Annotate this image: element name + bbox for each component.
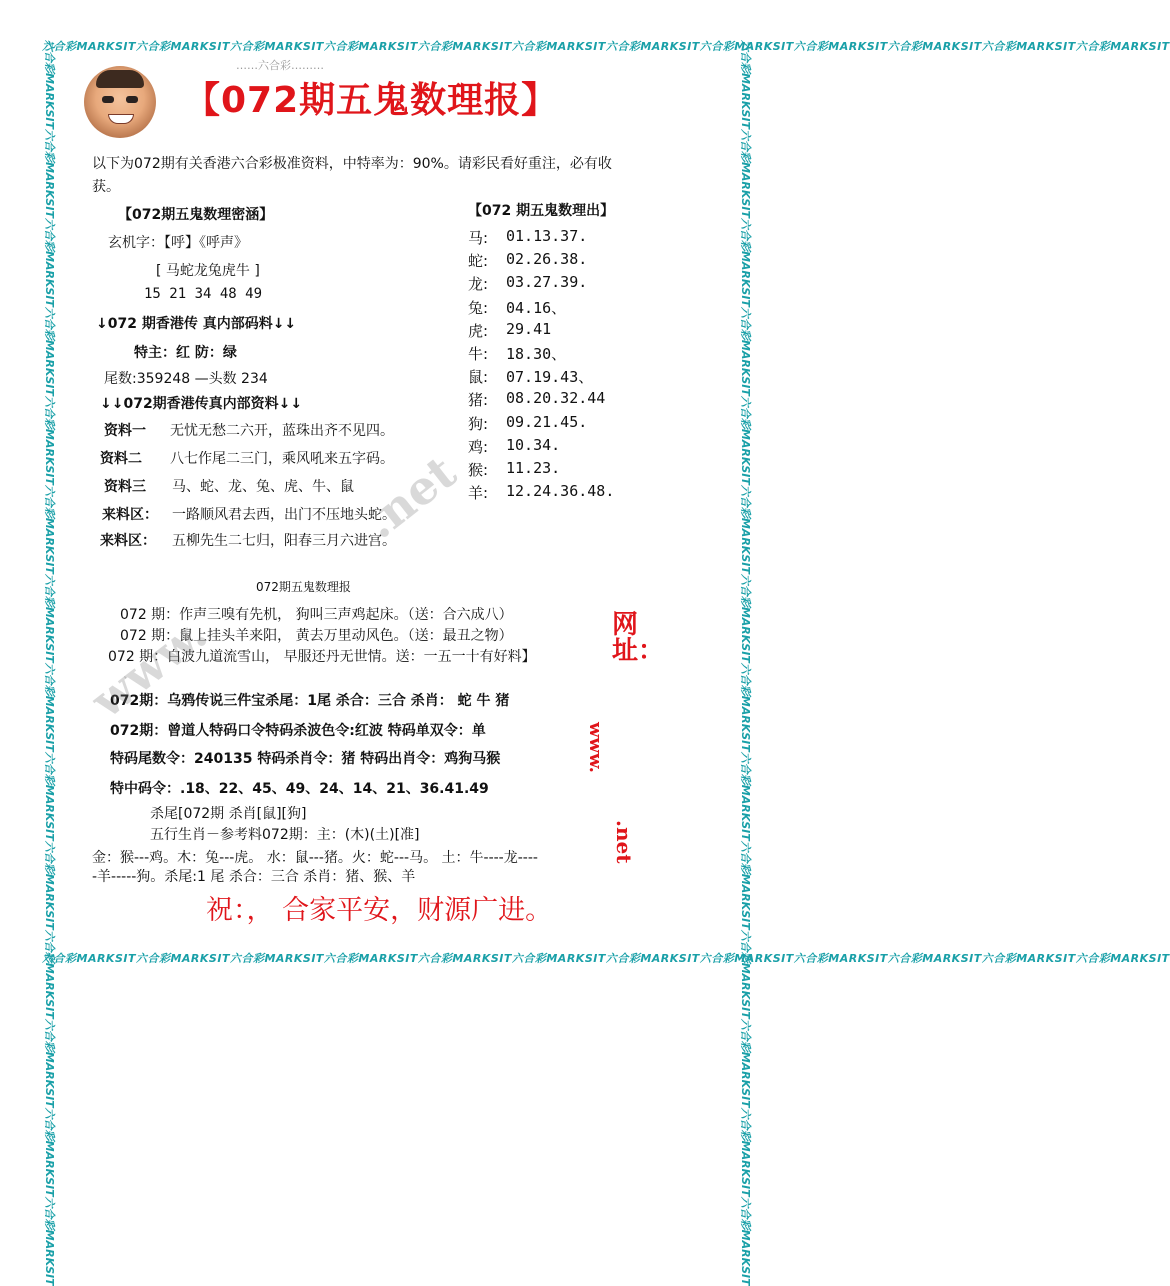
zodiac-label: 马: (468, 229, 489, 247)
lailiao-1-label: 来料区： (102, 507, 158, 523)
right-section-title: 【072 期五鬼数理出】 (468, 203, 615, 219)
ziliao-3-label: 资料三 (104, 479, 146, 495)
poem-line-3: 072 期：白波九道流雪山， 早服还丹无世情。送：一五一十有好料】 (108, 649, 536, 665)
bottom-line-3: 特码尾数令：240135 特码杀肖令：猪 特码出肖令：鸡狗马猴 (110, 751, 501, 767)
ziliao-1-label: 资料一 (104, 423, 146, 439)
ziliao-2-label: 资料二 (100, 451, 142, 467)
zodiac-label: 狗: (468, 414, 489, 433)
section-title-code: ↓072 期香港传 真内部码料↓↓ (96, 316, 297, 332)
zodiac-numbers: 08.20.32.44 (506, 389, 606, 408)
portrait-right-eye (126, 96, 138, 103)
number-list: 15 21 34 48 49 (144, 286, 263, 302)
zodiac-numbers: 01.13.37. (506, 227, 588, 245)
poem-line-1: 072 期：作声三嗅有先机， 狗叫三声鸡起床。（送：合六成八） (120, 607, 513, 623)
red-wangzhi: 网址： (612, 610, 665, 666)
bottom-line-7: 金：猴---鸡。木：兔---虎。 水：鼠---猪。火：蛇---马。 土：牛----龙---- (92, 850, 538, 866)
section-title-miham: 【072期五鬼数理密涵】 (118, 207, 274, 223)
zodiac-numbers: 10.34. (506, 435, 561, 454)
top-strip-text: ……六合彩……… (236, 59, 324, 72)
zodiac-label: 猪: (468, 391, 489, 410)
bottom-line-1: 072期：乌鸦传说三件宝杀尾：1尾 杀合：三合 杀肖： 蛇 牛 猪 (110, 693, 510, 709)
border-left: 六合彩MARKSIT六合彩MARKSIT六合彩MARKSIT六合彩MARKSIT六合彩MARKSIT六合彩MARKSIT六合彩MARKSIT六合彩MARKSIT六合彩MARKSIT六合彩MARKSIT六合彩MARKSIT六合彩MARKSIT六合彩MARKSIT六合彩MARKSIT (43, 40, 56, 1286)
watermark-www: www. (81, 605, 218, 729)
poem-line-2: 072 期：鼠上挂头羊来阳， 黄去万里动风色。（送：最丑之物） (120, 628, 513, 644)
bottom-line-4: 特中码令：.18、22、45、49、24、14、21、36.41.49 (110, 781, 489, 797)
border-bottom: 六合彩MARKSIT六合彩MARKSIT六合彩MARKSIT六合彩MARKSIT六合彩MARKSIT六合彩MARKSIT六合彩MARKSIT六合彩MARKSIT六合彩MARKSIT六合彩MARKSIT六合彩MARKSIT六合彩MARKSIT (42, 952, 1170, 965)
portrait-left-eye (102, 96, 114, 103)
watermark-net: .net (353, 444, 467, 550)
red-www: www. (585, 722, 606, 773)
portrait-hair (96, 70, 144, 88)
xuanji-text: 玄机字：【呼】《呼声》 (108, 235, 248, 251)
zodiac-label: 猴: (468, 461, 489, 479)
poem-title: 072期五鬼数理报 (256, 580, 351, 594)
weishu-text: 尾数:359248 —头数 234 (104, 371, 268, 387)
zodiac-numbers: 03.27.39. (506, 273, 588, 292)
portrait-image (84, 66, 156, 138)
zodiac-numbers: 18.30、 (506, 345, 567, 363)
tezhu-text: 特主：红 防：绿 (134, 345, 237, 361)
bottom-line-6: 五行生肖－参考料072期：主：(木)(土)[准] (150, 827, 420, 843)
bottom-line-8: -羊-----狗。杀尾:1 尾 杀合：三合 杀肖：猪、猴、羊 (92, 869, 416, 885)
zodiac-label: 羊: (468, 484, 489, 503)
zodiac-numbers: 09.21.45. (506, 412, 588, 431)
animal-list: [ 马蛇龙兔虎牛 ] (156, 263, 260, 279)
ziliao-3-text: 马、蛇、龙、兔、虎、牛、鼠 (172, 479, 354, 495)
lailiao-1-text: 一路顺风君去西，出门不压地头蛇。 (172, 507, 396, 523)
zodiac-label: 鸡: (468, 437, 489, 456)
zodiac-label: 兔: (468, 298, 489, 317)
border-top: 六合彩MARKSIT六合彩MARKSIT六合彩MARKSIT六合彩MARKSIT六合彩MARKSIT六合彩MARKSIT六合彩MARKSIT六合彩MARKSIT六合彩MARKSIT六合彩MARKSIT六合彩MARKSIT六合彩MARKSIT (42, 40, 1170, 53)
zodiac-numbers: 02.26.38. (506, 250, 588, 269)
bottom-line-5: 杀尾[072期 杀肖[鼠][狗] (150, 806, 307, 822)
zodiac-numbers: 04.16、 (506, 298, 567, 317)
zodiac-label: 蛇: (468, 252, 489, 271)
zodiac-label: 鼠: (468, 368, 489, 387)
section-title-data: ↓↓072期香港传真内部资料↓↓ (100, 396, 303, 412)
bottom-line-2: 072期：曾道人特码口令特码杀波色令:红波 特码单双令：单 (110, 723, 486, 739)
ziliao-2-text: 八七作尾二三门，乘风吼来五字码。 (170, 451, 394, 467)
blessing-text: 祝：， 合家平安，财源广进。 (206, 895, 553, 926)
zodiac-numbers: 07.19.43、 (506, 368, 594, 387)
page-title: 【072期五鬼数理报】 (184, 80, 559, 121)
zodiac-label: 牛: (468, 345, 489, 363)
zodiac-numbers: 11.23. (506, 459, 561, 477)
zodiac-numbers: 12.24.36.48. (506, 482, 615, 501)
zodiac-numbers: 29.41 (506, 319, 552, 338)
red-net: .net (612, 820, 636, 864)
border-right: 六合彩MARKSIT六合彩MARKSIT六合彩MARKSIT六合彩MARKSIT六合彩MARKSIT六合彩MARKSIT六合彩MARKSIT六合彩MARKSIT六合彩MARKSIT六合彩MARKSIT六合彩MARKSIT六合彩MARKSIT六合彩MARKSIT六合彩MARKSIT (739, 40, 752, 1286)
intro-line-1: 以下为072期有关香港六合彩极准资料，中特率为：90%。请彩民看好重注，必有收 (92, 156, 612, 172)
lailiao-2-text: 五柳先生二七归，阳春三月六进宫。 (172, 533, 396, 549)
lailiao-2-label: 来料区： (100, 533, 156, 549)
portrait-mouth (108, 114, 134, 124)
zodiac-label: 龙: (468, 275, 489, 294)
ziliao-1-text: 无忧无愁二六开，蓝珠出齐不见四。 (170, 423, 394, 439)
intro-line-2: 获。 (92, 179, 120, 195)
zodiac-label: 虎: (468, 321, 489, 340)
